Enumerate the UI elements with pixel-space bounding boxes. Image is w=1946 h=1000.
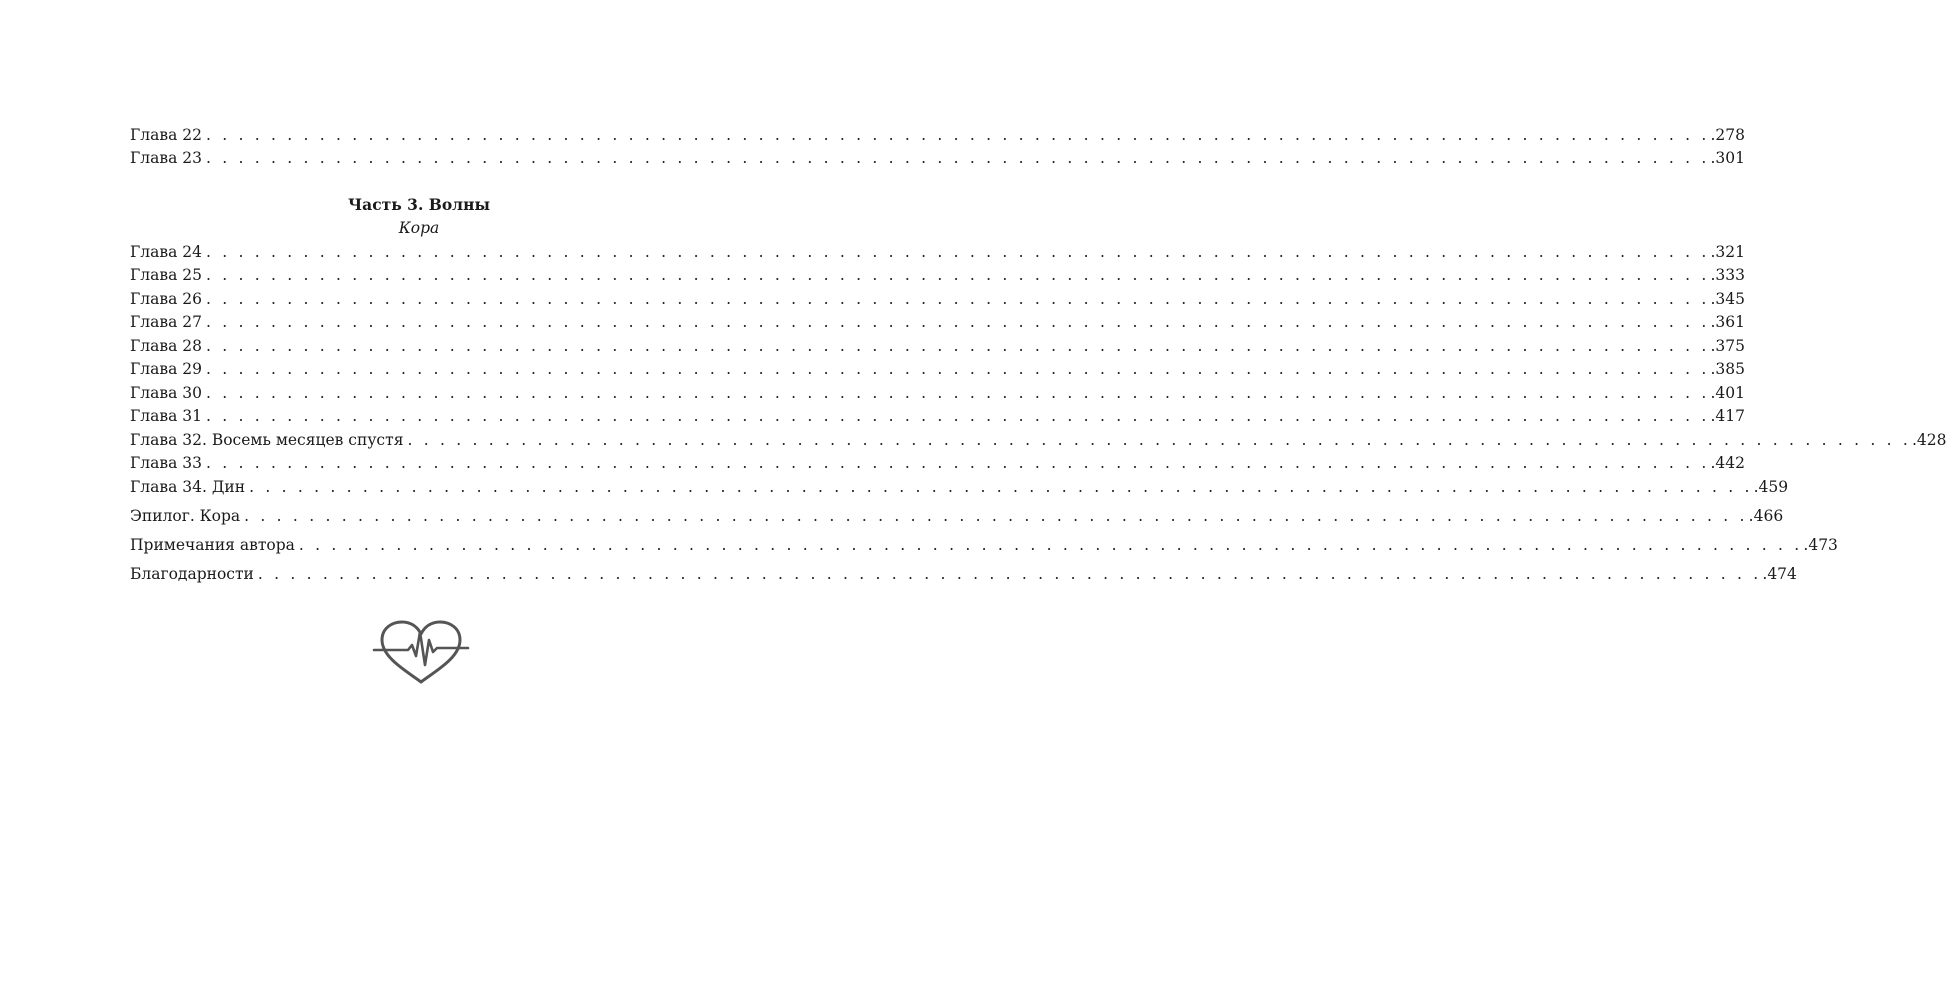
dot-leader: . . . . . . . . . . . . . . . . . . . . . . . . . . . . . . . . . . . . . . . . . . . . . . . . . . . . . . . . . . . . . . . . . . . . . . . . . . . . . . . . . . . . . . . . . . . . . bbox=[205, 337, 1710, 355]
dot-leader: . . . . . . . . . . . . . . . . . . . . . . . . . . . . . . . . . . . . . . . . . . . . . . . . . . . . . . . . . . . . . . . . . . . . . . . . . . . . . . . . . . . . . . . . . . . . . bbox=[257, 565, 1762, 583]
toc-entry-page: .321 bbox=[1710, 243, 1745, 261]
dot-leader: . . . . . . . . . . . . . . . . . . . . . . . . . . . . . . . . . . . . . . . . . . . . . . . . . . . . . . . . . . . . . . . . . . . . . . . . . . . . . . . . . . . . . . . . . . . . . bbox=[205, 126, 1710, 144]
toc-entry-page: .333 bbox=[1710, 266, 1745, 284]
toc-entry-page: .375 bbox=[1710, 337, 1745, 355]
toc-entry-label: Глава 27 bbox=[130, 313, 202, 331]
dot-leader: . . . . . . . . . . . . . . . . . . . . . . . . . . . . . . . . . . . . . . . . . . . . . . . . . . . . . . . . . . . . . . . . . . . . . . . . . . . . . . . . . . . . . . . . . . . . . bbox=[205, 149, 1710, 167]
toc-entry-chapter-25[interactable] bbox=[130, 264, 1745, 286]
toc-entry-label: Глава 23 bbox=[130, 149, 202, 167]
toc-entry-page: .442 bbox=[1710, 454, 1745, 472]
toc-entry-author-notes[interactable] bbox=[130, 534, 1838, 556]
dot-leader: . . . . . . . . . . . . . . . . . . . . . . . . . . . . . . . . . . . . . . . . . . . . . . . . . . . . . . . . . . . . . . . . . . . . . . . . . . . . . . . . . . . . . . . . . . . . . bbox=[205, 454, 1710, 472]
toc-entry-page: .428 bbox=[1911, 431, 1946, 449]
dot-leader: . . . . . . . . . . . . . . . . . . . . . . . . . . . . . . . . . . . . . . . . . . . . . . . . . . . . . . . . . . . . . . . . . . . . . . . . . . . . . . . . . . . . . . . . . . . . . bbox=[205, 313, 1710, 331]
dot-leader: . . . . . . . . . . . . . . . . . . . . . . . . . . . . . . . . . . . . . . . . . . . . . . . . . . . . . . . . . . . . . . . . . . . . . . . . . . . . . . . . . . . . . . . . . . . . . bbox=[205, 384, 1710, 402]
toc-entry-page: .345 bbox=[1710, 290, 1745, 308]
toc-entry-label: Эпилог. Кора bbox=[130, 507, 241, 525]
toc-entry-label: Благодарности bbox=[130, 565, 254, 583]
toc-entry-label: Глава 33 bbox=[130, 454, 202, 472]
toc-entry-chapter-29[interactable] bbox=[130, 358, 1745, 380]
toc-entry-chapter-27[interactable] bbox=[130, 311, 1745, 333]
toc-entry-chapter-33[interactable] bbox=[130, 452, 1745, 474]
toc-entry-label: Глава 31 bbox=[130, 407, 202, 425]
toc-entry-chapter-23[interactable] bbox=[130, 147, 1745, 169]
toc-entry-page: .459 bbox=[1753, 478, 1789, 496]
toc-entry-page: .401 bbox=[1710, 384, 1745, 402]
toc-entry-chapter-32[interactable] bbox=[130, 429, 1946, 451]
dot-leader: . . . . . . . . . . . . . . . . . . . . . . . . . . . . . . . . . . . . . . . . . . . . . . . . . . . . . . . . . . . . . . . . . . . . . . . . . . . . . . . . . . . . . . . . . . . . . bbox=[244, 507, 1748, 525]
toc-entry-chapter-24[interactable] bbox=[130, 241, 1745, 263]
toc-entry-chapter-34[interactable] bbox=[130, 476, 1789, 498]
toc-entry-page: .473 bbox=[1803, 536, 1838, 554]
dot-leader: . . . . . . . . . . . . . . . . . . . . . . . . . . . . . . . . . . . . . . . . . . . . . . . . . . . . . . . . . . . . . . . . . . . . . . . . . . . . . . . . . . . . . . . . . . . . . bbox=[205, 243, 1710, 261]
toc-entry-page: .278 bbox=[1710, 126, 1745, 144]
toc-entry-label: Глава 28 bbox=[130, 337, 202, 355]
toc-entry-label: Глава 34. Дин bbox=[130, 478, 246, 496]
dot-leader: . . . . . . . . . . . . . . . . . . . . . . . . . . . . . . . . . . . . . . . . . . . . . . . . . . . . . . . . . . . . . . . . . . . . . . . . . . . . . . . . . . . . . . . . . . . . . bbox=[205, 407, 1710, 425]
toc-entry-label: Примечания автора bbox=[130, 536, 295, 554]
part-subtitle: Кора bbox=[398, 219, 440, 237]
toc-entry-label: Глава 25 bbox=[130, 266, 202, 284]
dot-leader: . . . . . . . . . . . . . . . . . . . . . . . . . . . . . . . . . . . . . . . . . . . . . . . . . . . . . . . . . . . . . . . . . . . . . . . . . . . . . . . . . . . . . . . . . . . . . bbox=[407, 431, 1911, 449]
toc-entry-label: Глава 29 bbox=[130, 360, 202, 378]
toc-entry-label: Глава 24 bbox=[130, 243, 202, 261]
toc-entry-label: Глава 32. Восемь месяцев спустя bbox=[130, 431, 404, 449]
toc-entry-chapter-22[interactable] bbox=[130, 124, 1745, 146]
dot-leader: . . . . . . . . . . . . . . . . . . . . . . . . . . . . . . . . . . . . . . . . . . . . . . . . . . . . . . . . . . . . . . . . . . . . . . . . . . . . . . . . . . . . . . . . . . . . . bbox=[249, 478, 1753, 496]
part-title: Часть 3. Волны bbox=[348, 195, 490, 214]
toc-entry-chapter-31[interactable] bbox=[130, 405, 1745, 427]
toc-entry-page: .385 bbox=[1710, 360, 1745, 378]
toc-entry-chapter-28[interactable] bbox=[130, 335, 1745, 357]
toc-entry-label: Глава 22 bbox=[130, 126, 202, 144]
toc-entry-label: Глава 30 bbox=[130, 384, 202, 402]
toc-entry-page: .301 bbox=[1710, 149, 1745, 167]
dot-leader: . . . . . . . . . . . . . . . . . . . . . . . . . . . . . . . . . . . . . . . . . . . . . . . . . . . . . . . . . . . . . . . . . . . . . . . . . . . . . . . . . . . . . . . . . . . . . bbox=[205, 360, 1710, 378]
dot-leader: . . . . . . . . . . . . . . . . . . . . . . . . . . . . . . . . . . . . . . . . . . . . . . . . . . . . . . . . . . . . . . . . . . . . . . . . . . . . . . . . . . . . . . . . . . . . . bbox=[205, 266, 1710, 284]
toc-entry-chapter-30[interactable] bbox=[130, 382, 1745, 404]
toc-entry-label: Глава 26 bbox=[130, 290, 202, 308]
dot-leader: . . . . . . . . . . . . . . . . . . . . . . . . . . . . . . . . . . . . . . . . . . . . . . . . . . . . . . . . . . . . . . . . . . . . . . . . . . . . . . . . . . . . . . . . . . . . . bbox=[205, 290, 1710, 308]
toc-entry-page: .474 bbox=[1762, 565, 1797, 583]
dot-leader: . . . . . . . . . . . . . . . . . . . . . . . . . . . . . . . . . . . . . . . . . . . . . . . . . . . . . . . . . . . . . . . . . . . . . . . . . . . . . . . . . . . . . . . . . . . . . bbox=[298, 536, 1803, 554]
toc-entry-epilogue[interactable] bbox=[130, 505, 1784, 527]
toc-entry-page: .361 bbox=[1710, 313, 1745, 331]
toc-entry-acknowledgments[interactable] bbox=[130, 563, 1797, 585]
toc-entry-page: .466 bbox=[1748, 507, 1784, 525]
toc-entry-page: .417 bbox=[1710, 407, 1745, 425]
heart-heartbeat-icon bbox=[372, 618, 470, 686]
toc-entry-chapter-26[interactable] bbox=[130, 288, 1745, 310]
